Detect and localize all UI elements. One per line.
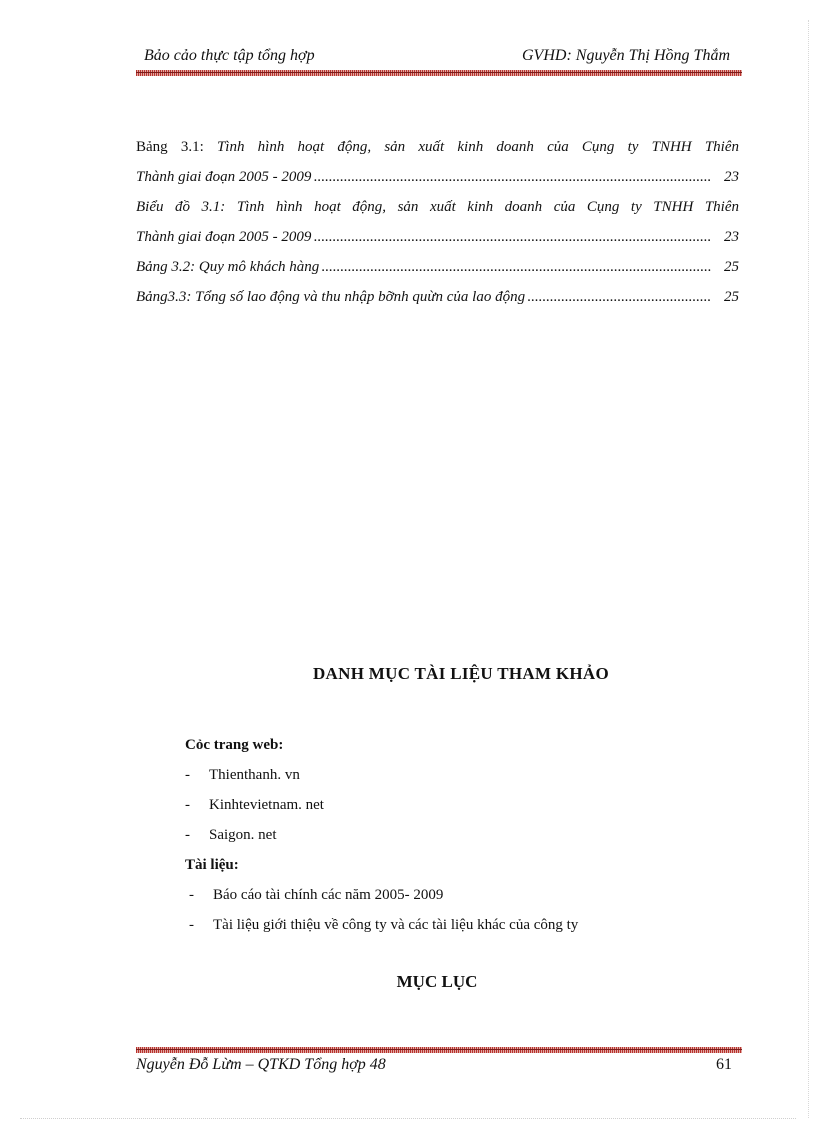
toc-entry[interactable] <box>136 252 739 282</box>
web-heading: Cỏc trang web: <box>185 737 284 753</box>
toc-entry-line1 <box>136 192 739 222</box>
toc-entry[interactable] <box>136 192 739 252</box>
toc-entry-line <box>136 282 739 312</box>
dash-bullet: - <box>185 827 190 843</box>
toc-page-number: 25 <box>724 259 739 275</box>
leader-dots <box>527 282 711 312</box>
toc-entry-lead: Bảng 3.1: <box>136 139 217 155</box>
references-list <box>185 730 705 940</box>
toc-entry-line <box>136 252 739 282</box>
toc-entry-text-cont: Thành giai đoạn 2005 - 2009 <box>136 169 312 185</box>
toc-page-number: 23 <box>724 169 739 185</box>
header-report-title: Bảo cảo thực tập tổng hợp <box>144 47 315 64</box>
table-list <box>136 132 739 312</box>
list-item <box>185 760 705 790</box>
documents-heading: Tài liệu: <box>185 857 239 873</box>
toc-entry-text: Bảng3.3: Tổng số lao động và thu nhập bỡnh quừn của lao động <box>136 289 526 305</box>
web-item: Thienthanh. vn <box>209 767 300 783</box>
list-item <box>185 880 705 910</box>
toc-entry[interactable] <box>136 282 739 312</box>
dash-bullet: - <box>189 887 194 903</box>
list-item <box>185 790 705 820</box>
toc-entry-line2 <box>136 222 739 252</box>
dash-bullet: - <box>185 767 190 783</box>
page-number: 61 <box>716 1056 732 1073</box>
document-item: Tài liệu giới thiệu về công ty và các tài liệu khác của công ty <box>213 917 579 933</box>
toc-page-number: 23 <box>724 229 739 245</box>
toc-entry-text: Biểu đồ 3.1: Tình hình hoạt động, sản xuất kinh doanh của Cụng ty TNHH Thiên <box>136 199 739 215</box>
list-item <box>185 910 705 940</box>
toc-page-number: 25 <box>724 289 739 305</box>
footer-rule <box>136 1047 742 1053</box>
web-item: Saigon. net <box>209 827 277 843</box>
leader-dots <box>313 222 711 252</box>
page-edge-right <box>808 20 809 1118</box>
web-item: Kinhtevietnam. net <box>209 797 324 813</box>
header-supervisor: GVHD: Nguyễn Thị Hồng Thắm <box>522 47 730 64</box>
toc-entry-line2 <box>136 162 739 192</box>
list-item <box>185 820 705 850</box>
toc-entry-line1 <box>136 132 739 162</box>
toc-entry-text-cont: Thành giai đoạn 2005 - 2009 <box>136 229 312 245</box>
footer-author: Nguyễn Đỗ Lừm – QTKD Tổng hợp 48 <box>136 1056 386 1073</box>
page-edge-bottom <box>20 1118 796 1119</box>
toc-entry[interactable] <box>136 132 739 192</box>
references-title: DANH MỤC TÀI LIỆU THAM KHẢO <box>312 664 610 683</box>
toc-entry-text: Tình hình hoạt động, sản xuất kinh doanh của Cụng ty TNHH Thiên <box>216 139 739 155</box>
leader-dots <box>313 162 711 192</box>
dash-bullet: - <box>189 917 194 933</box>
page-header <box>140 47 740 69</box>
toc-entry-text: Bảng 3.2: Quy mô khách hàng <box>136 259 320 275</box>
document-item: Báo cáo tài chính các năm 2005- 2009 <box>213 887 444 903</box>
leader-dots <box>321 252 711 282</box>
dash-bullet: - <box>185 797 190 813</box>
contents-title: MỤC LỤC <box>396 972 478 991</box>
header-rule <box>136 70 742 76</box>
